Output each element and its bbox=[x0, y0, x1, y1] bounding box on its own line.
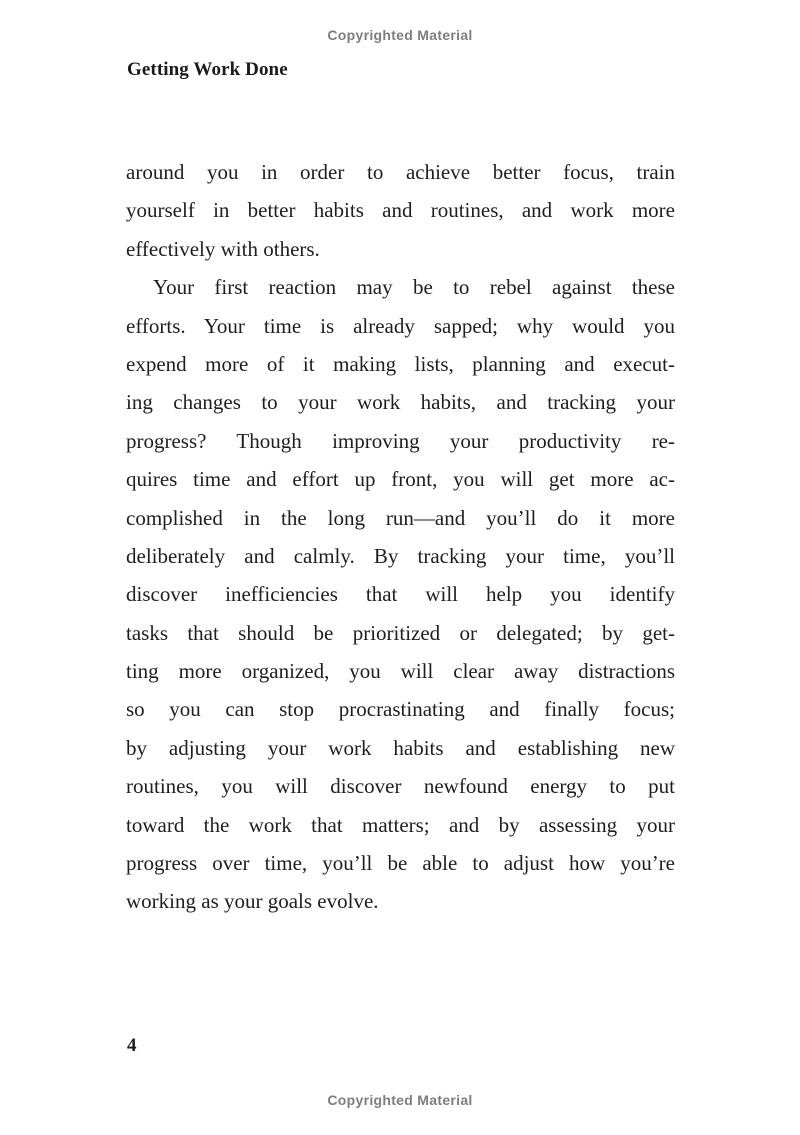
body-line: expend more of it making lists, planning and execut- bbox=[126, 351, 675, 376]
body-line: effectively with others. bbox=[126, 236, 320, 261]
copyright-notice-top: Copyrighted Material bbox=[327, 27, 473, 43]
body-line: progress? Though improving your productivity re- bbox=[126, 428, 675, 453]
body-line: working as your goals evolve. bbox=[126, 889, 379, 914]
body-line: tasks that should be prioritized or delegated; by get- bbox=[126, 620, 675, 645]
body-line: routines, you will discover newfound energy to put bbox=[126, 774, 675, 799]
running-head-title: Getting Work Done bbox=[127, 59, 288, 80]
body-line: around you in order to achieve better focus, train bbox=[126, 160, 675, 184]
page-number: 4 bbox=[127, 1035, 137, 1056]
copyright-notice-bottom: Copyrighted Material bbox=[327, 1092, 473, 1108]
body-line: so you can stop procrastinating and finally focus; bbox=[126, 697, 675, 722]
body-line: ting more organized, you will clear away distractions bbox=[126, 659, 675, 684]
body-line: complished in the long run—and you’ll do it more bbox=[126, 505, 675, 530]
body-line: discover inefficiencies that will help you identify bbox=[126, 582, 675, 607]
body-line: efforts. Your time is already sapped; why would you bbox=[126, 313, 675, 338]
body-line: toward the work that matters; and by assessing your bbox=[126, 812, 675, 837]
body-line: deliberately and calmly. By tracking your time, you’ll bbox=[126, 543, 675, 568]
body-line: Your first reaction may be to rebel against these bbox=[153, 275, 675, 300]
body-line: ing changes to your work habits, and tracking your bbox=[126, 390, 675, 415]
body-line: progress over time, you’ll be able to adjust how you’re bbox=[126, 851, 675, 876]
body-line: by adjusting your work habits and establishing new bbox=[126, 735, 675, 760]
body-text bbox=[126, 153, 675, 921]
body-line: quires time and effort up front, you will get more ac- bbox=[126, 467, 675, 492]
body-line: yourself in better habits and routines, and work more bbox=[126, 198, 675, 223]
